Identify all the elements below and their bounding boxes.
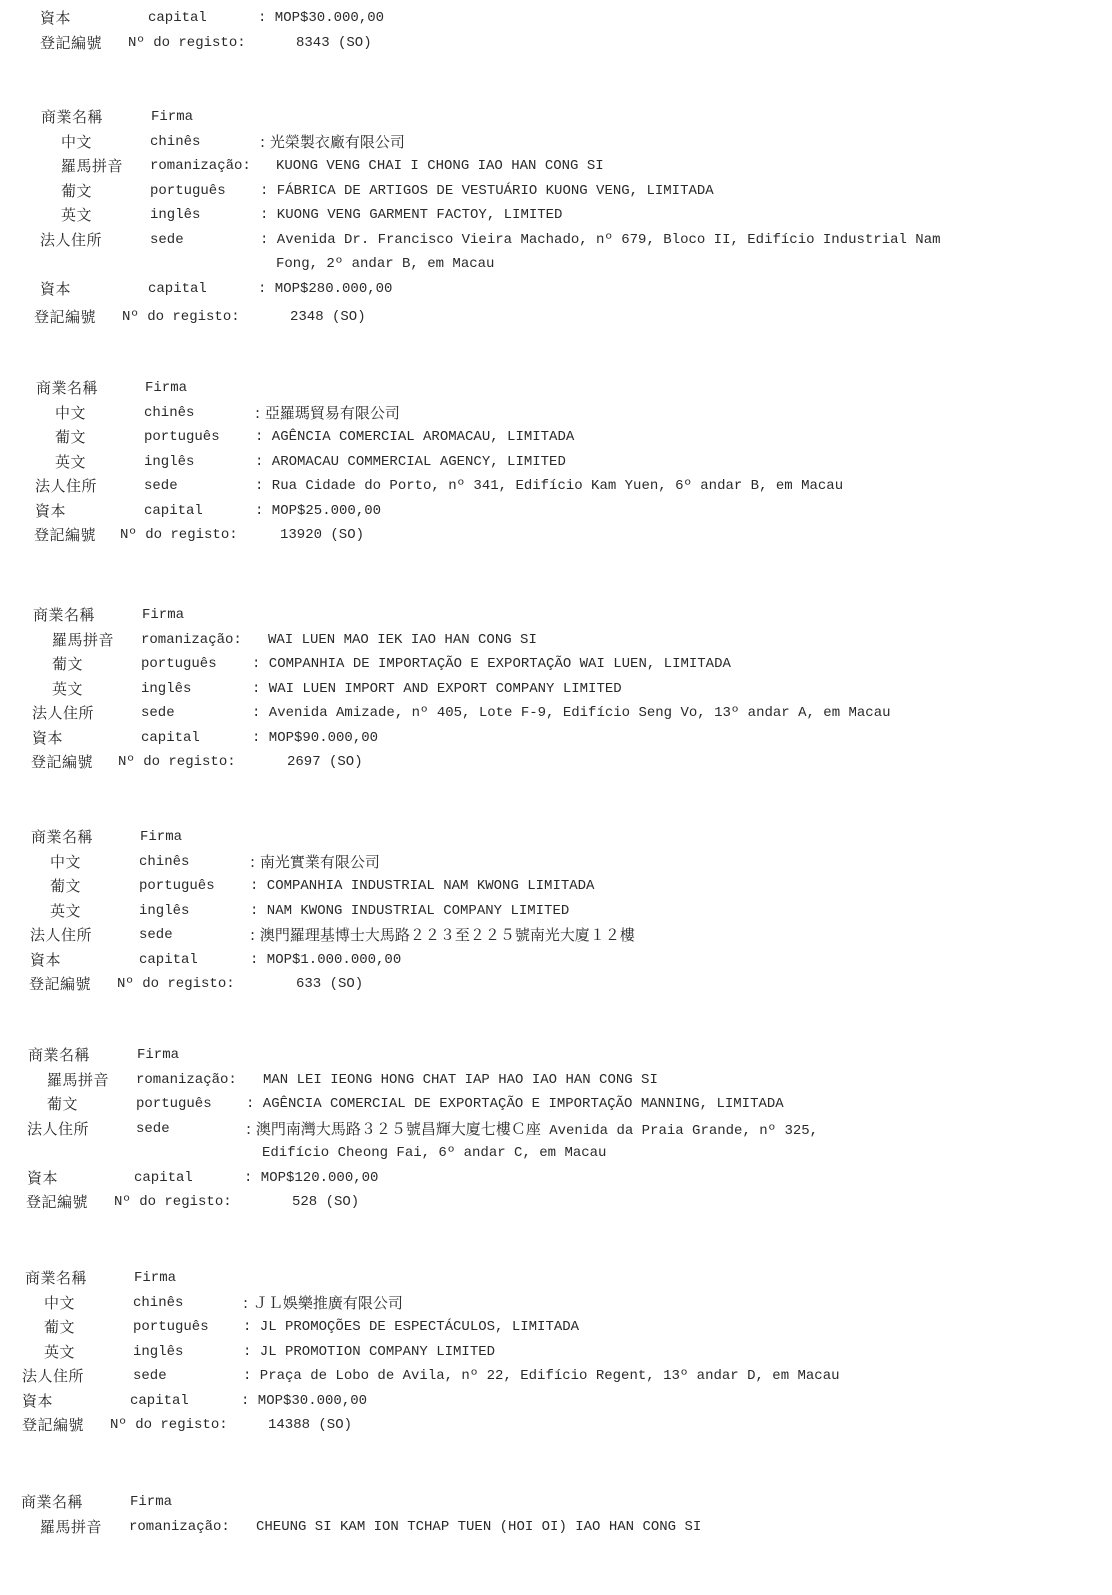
portugues-value: : AGÊNCIA COMERCIAL AROMACAU, LIMITADA <box>255 429 575 445</box>
capital-label-zh: 資本 <box>40 9 72 27</box>
firma-label-pt: Firma <box>142 607 185 623</box>
registry-value: 633 (SO) <box>296 976 364 992</box>
registry-label-zh: 登記編號 <box>40 33 103 52</box>
romanizacao-value: KUONG VENG CHAI I CHONG IAO HAN CONG SI <box>276 158 604 174</box>
capital-row <box>0 948 1080 973</box>
capital-label-pt: capital <box>144 502 203 519</box>
sede-label-zh: 法人住所 <box>30 926 93 944</box>
sede-label-zh: 法人住所 <box>40 230 103 249</box>
registry-value: 2348 (SO) <box>290 309 366 325</box>
capital-label-pt: capital <box>148 10 207 26</box>
capital-value: : MOP$30.000,00 <box>258 10 385 26</box>
portugues-row <box>0 425 1080 450</box>
portugues-value: : FÁBRICA DE ARTIGOS DE VESTUÁRIO KUONG VENG, LIMITADA <box>260 182 714 199</box>
registry-label-pt: Nº do registo: <box>110 1417 228 1433</box>
registry-label-pt: Nº do registo: <box>114 1194 232 1210</box>
sede-value-continued: Fong, 2º andar B, em Macau <box>276 256 495 272</box>
romanizacao-value: WAI LUEN MAO IEK IAO HAN CONG SI <box>268 631 537 648</box>
ingles-row <box>0 203 1080 228</box>
firma-label-zh: 商業名稱 <box>33 606 96 624</box>
romanizacao-label-pt: romanização: <box>150 158 251 174</box>
company-entry <box>0 1490 1080 1539</box>
sede-label-pt: sede <box>144 478 178 494</box>
capital-label-zh: 資本 <box>30 950 62 969</box>
ingles-label-pt: inglês <box>150 207 201 223</box>
capital-label-zh: 資本 <box>40 279 72 298</box>
registry-label-zh: 登記編號 <box>29 975 92 993</box>
capital-label-zh: 資本 <box>27 1168 59 1187</box>
ingles-label-pt: inglês <box>141 680 192 697</box>
portugues-value: : AGÊNCIA COMERCIAL DE EXPORTAÇÃO E IMPORTAÇÃO MANNING, LIMITADA <box>246 1096 784 1112</box>
capital-row <box>0 726 1080 751</box>
sede-continuation-row <box>0 1141 1080 1166</box>
ingles-label-zh: 英文 <box>52 679 84 698</box>
ingles-label-zh: 英文 <box>55 452 87 471</box>
firma-row <box>0 603 1080 628</box>
ingles-label-pt: inglês <box>144 453 195 470</box>
portugues-value: : JL PROMOÇÕES DE ESPECTÁCULOS, LIMITADA <box>243 1319 580 1335</box>
sede-label-pt: sede <box>139 927 173 943</box>
chines-value: : 光榮製衣廠有限公司 <box>260 132 405 151</box>
sede-row <box>0 228 1080 253</box>
romanizacao-row <box>0 154 1080 179</box>
capital-label-pt: capital <box>148 280 207 297</box>
firma-label-pt: Firma <box>130 1494 173 1510</box>
portugues-label-pt: português <box>141 656 217 672</box>
registry-row <box>0 305 1080 330</box>
capital-label-zh: 資本 <box>32 728 64 747</box>
romanizacao-row <box>0 628 1080 653</box>
sede-label-pt: sede <box>133 1368 167 1384</box>
firma-row <box>0 376 1080 401</box>
firma-label-pt: Firma <box>151 109 194 125</box>
portugues-label-pt: português <box>136 1096 212 1112</box>
capital-label-pt: capital <box>141 729 200 746</box>
portugues-label-zh: 葡文 <box>52 655 84 673</box>
sede-label-zh: 法人住所 <box>32 704 95 722</box>
firma-label-zh: 商業名稱 <box>25 1269 88 1287</box>
sede-label-zh: 法人住所 <box>35 477 98 495</box>
romanizacao-label-zh: 羅馬拼音 <box>47 1070 110 1089</box>
chines-label-zh: 中文 <box>55 403 87 422</box>
capital-value: : MOP$25.000,00 <box>255 502 382 519</box>
romanizacao-value: CHEUNG SI KAM ION TCHAP TUEN (HOI OI) IAO HAN CONG SI <box>256 1518 702 1535</box>
chines-value: : ＪＬ娛樂推廣有限公司 <box>243 1293 403 1312</box>
registry-label-pt: Nº do registo: <box>122 309 240 325</box>
sede-label-zh: 法人住所 <box>27 1119 90 1138</box>
capital-value: : MOP$30.000,00 <box>241 1392 368 1409</box>
firma-row <box>0 1266 1080 1291</box>
sede-value: : Praça de Lobo de Avila, nº 22, Edifício Regent, 13º andar D, em Macau <box>243 1368 840 1384</box>
firma-label-pt: Firma <box>140 829 183 845</box>
portugues-label-zh: 葡文 <box>50 877 82 895</box>
ingles-value: : JL PROMOTION COMPANY LIMITED <box>243 1343 496 1360</box>
sede-value-continued: Edifício Cheong Fai, 6º andar C, em Macau <box>262 1145 607 1161</box>
chines-row <box>0 401 1080 426</box>
company-entry <box>0 376 1080 548</box>
firma-label-zh: 商業名稱 <box>31 828 94 846</box>
chines-row <box>0 850 1080 875</box>
portugues-row <box>0 874 1080 899</box>
chines-label-pt: chinês <box>144 404 195 421</box>
sede-label-pt: sede <box>150 231 184 248</box>
capital-label-pt: capital <box>139 951 198 968</box>
company-entry <box>0 1043 1080 1215</box>
chines-value: : 南光實業有限公司 <box>250 852 380 871</box>
romanizacao-label-pt: romanização: <box>136 1071 237 1088</box>
ingles-value: : NAM KWONG INDUSTRIAL COMPANY LIMITED <box>250 902 570 919</box>
sede-value: : Avenida Amizade, nº 405, Lote F-9, Edifício Seng Vo, 13º andar A, em Macau <box>252 705 891 721</box>
firma-label-zh: 商業名稱 <box>21 1493 84 1511</box>
registry-label-zh: 登記編號 <box>26 1193 89 1211</box>
firma-row <box>0 1490 1080 1515</box>
company-entry <box>0 1266 1080 1438</box>
portugues-row <box>0 179 1080 204</box>
portugues-row <box>0 1092 1080 1117</box>
registry-label-zh: 登記編號 <box>34 308 97 326</box>
firma-row <box>0 1043 1080 1068</box>
portugues-row <box>0 1315 1080 1340</box>
capital-label-zh: 資本 <box>22 1391 54 1410</box>
capital-value: : MOP$1.000.000,00 <box>250 951 402 968</box>
registry-label-pt: Nº do registo: <box>117 976 235 992</box>
romanizacao-label-zh: 羅馬拼音 <box>61 157 124 175</box>
ingles-value: : WAI LUEN IMPORT AND EXPORT COMPANY LIMITED <box>252 680 622 697</box>
portugues-label-zh: 葡文 <box>61 181 93 200</box>
ingles-label-pt: inglês <box>139 902 190 919</box>
chines-label-pt: chinês <box>133 1294 184 1311</box>
capital-label-pt: capital <box>130 1392 189 1409</box>
ingles-row <box>0 899 1080 924</box>
sede-value: : 澳門南灣大馬路３２５號昌輝大廈七樓Ｃ座 Avenida da Praia Grande, nº 325, <box>246 1119 819 1139</box>
romanizacao-row <box>0 1068 1080 1093</box>
ingles-label-zh: 英文 <box>50 901 82 920</box>
firma-row <box>0 825 1080 850</box>
capital-row <box>0 6 1080 31</box>
firma-label-pt: Firma <box>137 1047 180 1063</box>
romanizacao-row <box>0 1515 1080 1540</box>
romanizacao-label-pt: romanização: <box>141 631 242 648</box>
portugues-label-pt: português <box>139 878 215 894</box>
chines-label-pt: chinês <box>139 853 190 870</box>
registry-row <box>0 750 1080 775</box>
romanizacao-value: MAN LEI IEONG HONG CHAT IAP HAO IAO HAN CONG SI <box>263 1071 658 1088</box>
registry-value: 14388 (SO) <box>268 1417 353 1433</box>
registry-row <box>0 31 1080 56</box>
ingles-value: : KUONG VENG GARMENT FACTOY, LIMITED <box>260 207 563 223</box>
company-entry <box>0 825 1080 997</box>
ingles-row <box>0 677 1080 702</box>
ingles-label-zh: 英文 <box>44 1342 76 1361</box>
sede-row <box>0 701 1080 726</box>
capital-row <box>0 499 1080 524</box>
sede-row <box>0 1364 1080 1389</box>
sede-label-zh: 法人住所 <box>22 1367 85 1385</box>
firma-label-zh: 商業名稱 <box>28 1046 91 1064</box>
registry-value: 528 (SO) <box>292 1194 360 1210</box>
firma-label-pt: Firma <box>134 1270 177 1286</box>
sede-continuation-row <box>0 252 1080 277</box>
portugues-label-pt: português <box>144 429 220 445</box>
ingles-label-zh: 英文 <box>61 206 93 224</box>
sede-row <box>0 923 1080 948</box>
registry-label-zh: 登記編號 <box>31 753 94 771</box>
portugues-label-zh: 葡文 <box>44 1318 76 1336</box>
romanizacao-label-zh: 羅馬拼音 <box>52 630 115 649</box>
portugues-label-pt: português <box>133 1319 209 1335</box>
portugues-row <box>0 652 1080 677</box>
chines-row <box>0 1291 1080 1316</box>
company-entry <box>0 105 1080 330</box>
sede-label-pt: sede <box>141 705 175 721</box>
registry-label-zh: 登記編號 <box>22 1416 85 1434</box>
sede-value: : Avenida Dr. Francisco Vieira Machado, nº 679, Bloco II, Edifício Industrial Nam <box>260 231 941 248</box>
firma-label-zh: 商業名稱 <box>36 379 99 397</box>
capital-row <box>0 277 1080 302</box>
sede-row <box>0 474 1080 499</box>
portugues-label-zh: 葡文 <box>47 1095 79 1113</box>
chines-label-zh: 中文 <box>61 132 93 151</box>
company-entry <box>0 603 1080 775</box>
portugues-value: : COMPANHIA INDUSTRIAL NAM KWONG LIMITADA <box>250 878 595 894</box>
capital-label-pt: capital <box>134 1169 193 1186</box>
registry-label-pt: Nº do registo: <box>120 527 238 543</box>
ingles-row <box>0 1340 1080 1365</box>
chines-label-zh: 中文 <box>50 852 82 871</box>
registry-row <box>0 1190 1080 1215</box>
registry-value: 13920 (SO) <box>280 527 365 543</box>
registry-value: 8343 (SO) <box>296 34 372 51</box>
chines-value: : 亞羅瑪貿易有限公司 <box>255 403 400 422</box>
registry-label-pt: Nº do registo: <box>128 34 246 51</box>
sede-value: : 澳門羅理基博士大馬路２２３至２２５號南光大廈１２樓 <box>250 926 635 944</box>
capital-label-zh: 資本 <box>35 501 67 520</box>
ingles-label-pt: inglês <box>133 1343 184 1360</box>
romanizacao-label-zh: 羅馬拼音 <box>40 1517 103 1536</box>
previous-entry-tail <box>0 6 1080 55</box>
capital-value: : MOP$280.000,00 <box>258 280 393 297</box>
capital-value: : MOP$120.000,00 <box>244 1169 379 1186</box>
registry-label-zh: 登記編號 <box>34 526 97 544</box>
firma-row <box>0 105 1080 130</box>
sede-value: : Rua Cidade do Porto, nº 341, Edifício Kam Yuen, 6º andar B, em Macau <box>255 478 844 494</box>
registry-row <box>0 1413 1080 1438</box>
romanizacao-label-pt: romanização: <box>129 1518 230 1535</box>
chines-row <box>0 130 1080 155</box>
chines-label-pt: chinês <box>150 133 201 150</box>
registry-label-pt: Nº do registo: <box>118 754 236 770</box>
firma-label-pt: Firma <box>145 380 188 396</box>
firma-label-zh: 商業名稱 <box>41 108 104 126</box>
portugues-value: : COMPANHIA DE IMPORTAÇÃO E EXPORTAÇÃO WAI LUEN, LIMITADA <box>252 656 731 672</box>
ingles-row <box>0 450 1080 475</box>
registry-row <box>0 523 1080 548</box>
chines-label-zh: 中文 <box>44 1293 76 1312</box>
sede-label-pt: sede <box>136 1120 170 1137</box>
registry-value: 2697 (SO) <box>287 754 363 770</box>
registry-row <box>0 972 1080 997</box>
capital-row <box>0 1389 1080 1414</box>
capital-value: : MOP$90.000,00 <box>252 729 379 746</box>
capital-row <box>0 1166 1080 1191</box>
portugues-label-pt: português <box>150 182 226 199</box>
ingles-value: : AROMACAU COMMERCIAL AGENCY, LIMITED <box>255 453 566 470</box>
portugues-label-zh: 葡文 <box>55 428 87 446</box>
sede-row <box>0 1117 1080 1142</box>
